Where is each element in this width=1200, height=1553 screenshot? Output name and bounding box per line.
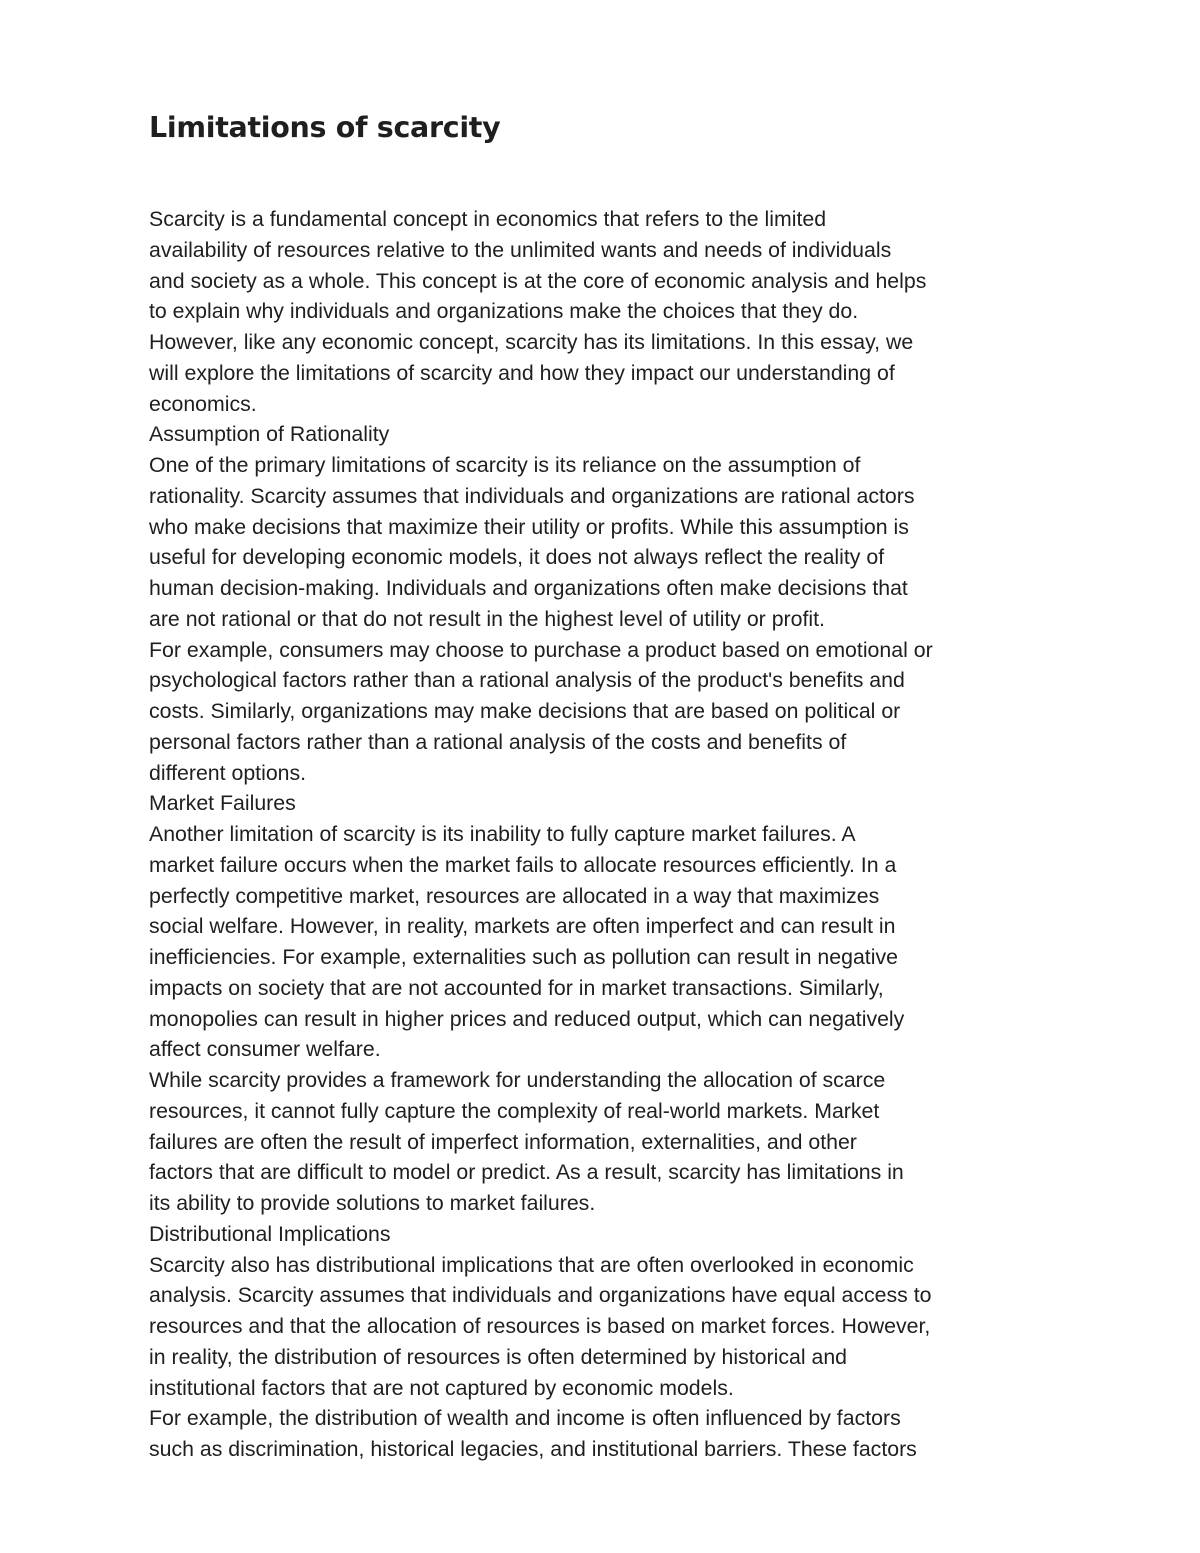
text-line: human decision-making. Individuals and organizations often make decisions that	[149, 576, 908, 600]
text-line: such as discrimination, historical legacies, and institutional barriers. These factors	[149, 1437, 917, 1461]
text-line: personal factors rather than a rational analysis of the costs and benefits of	[149, 729, 847, 754]
text-line: impacts on society that are not accounted for in market transactions. Similarly,	[149, 975, 884, 1000]
text-line: perfectly competitive market, resources are allocated in a way that maximizes	[149, 883, 880, 908]
text-line: to explain why individuals and organizations make the choices that they do.	[149, 299, 859, 324]
text-line: failures are often the result of imperfect information, externalities, and other	[149, 1129, 857, 1154]
text-line: affect consumer welfare.	[149, 1037, 381, 1062]
text-line: While scarcity provides a framework for understanding the allocation of scarce	[149, 1068, 886, 1092]
text-line: Scarcity also has distributional implications that are often overlooked in economic	[149, 1252, 914, 1277]
text-line: monopolies can result in higher prices and reduced output, which can negatively	[149, 1006, 905, 1031]
text-line: Another limitation of scarcity is its inability to fully capture market failures. A	[149, 822, 856, 846]
text-line: Market Failures	[149, 791, 296, 816]
document-page	[149, 108, 1059, 1465]
text-line: and society as a whole. This concept is at the core of economic analysis and helps	[149, 268, 927, 293]
text-line: who make decisions that maximize their utility or profits. While this assumption is	[149, 514, 909, 539]
text-line: factors that are difficult to model or predict. As a result, scarcity has limitations in	[149, 1160, 904, 1185]
text-line: resources and that the allocation of resources is based on market forces. However,	[149, 1314, 931, 1338]
text-line: will explore the limitations of scarcity and how they impact our understanding of	[149, 360, 895, 385]
text-line: market failure occurs when the market fails to allocate resources efficiently. In a	[149, 852, 897, 877]
text-line: analysis. Scarcity assumes that individuals and organizations have equal access to	[149, 1283, 932, 1308]
text-line: psychological factors rather than a rational analysis of the product's benefits and	[149, 668, 905, 693]
document-title: Limitations of scarcity	[149, 111, 501, 144]
text-line: different options.	[149, 760, 307, 785]
text-line: in reality, the distribution of resources is often determined by historical and	[149, 1344, 848, 1369]
text-line: However, like any economic concept, scarcity has its limitations. In this essay, we	[149, 330, 914, 354]
text-line: social welfare. However, in reality, markets are often imperfect and can result in	[149, 914, 896, 939]
text-line: Distributional Implications	[149, 1221, 391, 1246]
text-line: economics.	[149, 391, 257, 416]
text-line: useful for developing economic models, it does not always reflect the reality of	[149, 545, 885, 570]
text-line: Scarcity is a fundamental concept in economics that refers to the limited	[149, 207, 827, 231]
text-line: For example, consumers may choose to purchase a product based on emotional or	[149, 637, 933, 662]
text-line: availability of resources relative to the unlimited wants and needs of individuals	[149, 237, 892, 262]
text-line: inefficiencies. For example, externalities such as pollution can result in negative	[149, 945, 898, 969]
text-line: Assumption of Rationality	[149, 422, 390, 447]
text-line: One of the primary limitations of scarcity is its reliance on the assumption of	[149, 453, 861, 477]
document-body	[149, 204, 1059, 1465]
text-line: are not rational or that do not result in the highest level of utility or profit.	[149, 606, 825, 631]
text-line: its ability to provide solutions to market failures.	[149, 1191, 596, 1215]
text-line: institutional factors that are not captured by economic models.	[149, 1375, 734, 1400]
text-line: resources, it cannot fully capture the complexity of real-world markets. Market	[149, 1098, 880, 1123]
text-line: rationality. Scarcity assumes that individuals and organizations are rational actors	[149, 483, 915, 508]
text-line: For example, the distribution of wealth and income is often influenced by factors	[149, 1406, 901, 1431]
text-line: costs. Similarly, organizations may make decisions that are based on political or	[149, 699, 901, 723]
